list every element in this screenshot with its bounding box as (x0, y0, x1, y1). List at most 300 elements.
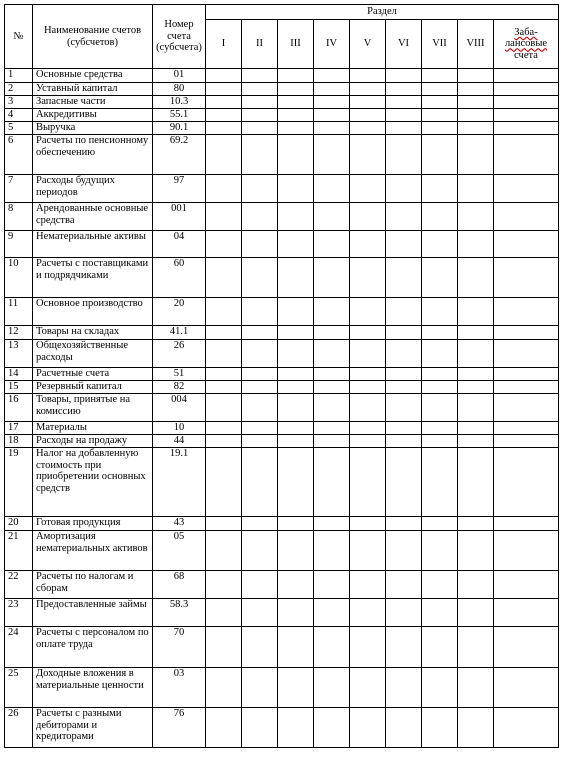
section-cell (314, 448, 350, 517)
account-code: 20 (153, 298, 206, 326)
account-code: 004 (153, 394, 206, 422)
section-cell (494, 517, 559, 531)
account-code: 97 (153, 175, 206, 203)
account-name: Товары, принятые на комиссию (33, 394, 153, 422)
section-cell (422, 326, 458, 340)
section-cell (278, 326, 314, 340)
row-number: 9 (5, 231, 33, 258)
section-cell (350, 627, 386, 668)
account-name: Расходы будущих периодов (33, 175, 153, 203)
account-code: 04 (153, 231, 206, 258)
account-code: 44 (153, 435, 206, 448)
section-cell (278, 175, 314, 203)
section-cell (206, 448, 242, 517)
account-name: Расчеты с поставщиками и подрядчиками (33, 258, 153, 298)
section-cell (206, 69, 242, 83)
account-name: Предоставленные займы (33, 599, 153, 627)
section-cell (386, 668, 422, 708)
section-cell (494, 175, 559, 203)
section-cell (494, 599, 559, 627)
table-row (5, 175, 559, 203)
section-cell (206, 340, 242, 368)
section-cell (206, 258, 242, 298)
section-cell (206, 203, 242, 231)
row-number: 17 (5, 422, 33, 435)
section-cell (242, 340, 278, 368)
table-row (5, 96, 559, 109)
section-cell (386, 258, 422, 298)
account-name: Готовая продукция (33, 517, 153, 531)
section-cell (350, 298, 386, 326)
account-name: Нематериальные активы (33, 231, 153, 258)
account-name: Общехозяйственные расходы (33, 340, 153, 368)
section-cell (314, 340, 350, 368)
section-cell (350, 571, 386, 599)
table-row (5, 531, 559, 571)
section-cell (314, 668, 350, 708)
section-cell (422, 135, 458, 175)
account-code: 41.1 (153, 326, 206, 340)
section-cell (458, 708, 494, 748)
section-cell (422, 708, 458, 748)
table-row (5, 448, 559, 517)
section-cell (386, 203, 422, 231)
table-row (5, 83, 559, 96)
account-name: Материалы (33, 422, 153, 435)
section-cell (458, 517, 494, 531)
table-row (5, 627, 559, 668)
section-cell (386, 394, 422, 422)
row-number: 23 (5, 599, 33, 627)
section-cell (386, 435, 422, 448)
section-cell (458, 96, 494, 109)
section-cell (494, 571, 559, 599)
section-cell (242, 203, 278, 231)
section-cell (242, 571, 278, 599)
section-cell (242, 435, 278, 448)
account-name: Товары на складах (33, 326, 153, 340)
section-cell (206, 135, 242, 175)
row-number: 16 (5, 394, 33, 422)
account-name: Резервный капитал (33, 381, 153, 394)
section-cell (314, 599, 350, 627)
section-cell (314, 517, 350, 531)
section-cell (458, 122, 494, 135)
section-cell (458, 394, 494, 422)
section-cell (458, 422, 494, 435)
section-cell (386, 448, 422, 517)
section-cell (314, 122, 350, 135)
section-cell (206, 422, 242, 435)
section-cell (314, 435, 350, 448)
table-row (5, 517, 559, 531)
section-cell (206, 627, 242, 668)
account-name: Основные средства (33, 69, 153, 83)
account-name: Расчеты по налогам и сборам (33, 571, 153, 599)
table-row (5, 122, 559, 135)
section-cell (278, 381, 314, 394)
section-cell (494, 422, 559, 435)
section-cell (242, 69, 278, 83)
section-cell (386, 517, 422, 531)
account-code: 05 (153, 531, 206, 571)
section-cell (422, 298, 458, 326)
section-cell (458, 668, 494, 708)
section-cell (494, 135, 559, 175)
account-code: 001 (153, 203, 206, 231)
section-cell (206, 231, 242, 258)
section-cell (350, 231, 386, 258)
section-cell (278, 258, 314, 298)
section-cell (242, 109, 278, 122)
section-cell (422, 231, 458, 258)
section-cell (422, 109, 458, 122)
section-cell (278, 668, 314, 708)
section-cell (278, 627, 314, 668)
table-row (5, 381, 559, 394)
section-cell (422, 381, 458, 394)
section-cell (278, 708, 314, 748)
section-cell (458, 599, 494, 627)
section-cell (278, 96, 314, 109)
table-row (5, 231, 559, 258)
section-cell (386, 340, 422, 368)
section-cell (242, 381, 278, 394)
section-cell (350, 394, 386, 422)
section-cell (422, 668, 458, 708)
section-cell (314, 368, 350, 381)
section-cell (422, 83, 458, 96)
section-cell (386, 109, 422, 122)
table-row (5, 435, 559, 448)
section-cell (458, 381, 494, 394)
section-cell (494, 96, 559, 109)
section-cell (278, 394, 314, 422)
table-row (5, 599, 559, 627)
section-cell (386, 599, 422, 627)
account-name: Расчеты по пенсионному обеспечению (33, 135, 153, 175)
row-number: 19 (5, 448, 33, 517)
section-1: I (206, 20, 242, 69)
section-cell (386, 422, 422, 435)
section-cell (494, 258, 559, 298)
table-row (5, 368, 559, 381)
account-code: 51 (153, 368, 206, 381)
section-cell (458, 175, 494, 203)
section-cell (278, 448, 314, 517)
header-section: Раздел (206, 5, 559, 20)
section-cell (350, 135, 386, 175)
section-cell (350, 203, 386, 231)
account-name: Доходные вложения в материальные ценности (33, 668, 153, 708)
section-cell (314, 326, 350, 340)
section-cell (422, 448, 458, 517)
section-cell (422, 96, 458, 109)
table-body (5, 69, 559, 748)
table-row (5, 340, 559, 368)
row-number: 2 (5, 83, 33, 96)
section-cell (494, 298, 559, 326)
row-number: 21 (5, 531, 33, 571)
section-5: V (350, 20, 386, 69)
account-code: 10.3 (153, 96, 206, 109)
section-cell (458, 298, 494, 326)
section-cell (386, 708, 422, 748)
row-number: 8 (5, 203, 33, 231)
header-num: № (5, 5, 33, 69)
section-cell (314, 422, 350, 435)
account-code: 60 (153, 258, 206, 298)
row-number: 15 (5, 381, 33, 394)
section-cell (494, 109, 559, 122)
account-code: 90.1 (153, 122, 206, 135)
section-cell (242, 394, 278, 422)
section-cell (242, 627, 278, 668)
section-cell (278, 422, 314, 435)
section-cell (386, 326, 422, 340)
section-cell (350, 708, 386, 748)
section-cell (206, 668, 242, 708)
section-cell (350, 381, 386, 394)
row-number: 6 (5, 135, 33, 175)
section-cell (350, 122, 386, 135)
section-cell (206, 368, 242, 381)
section-cell (458, 531, 494, 571)
section-cell (242, 122, 278, 135)
section-cell (350, 340, 386, 368)
account-name: Аккредитивы (33, 109, 153, 122)
offbalance-line-2: лансовые (504, 38, 548, 50)
section-cell (314, 627, 350, 668)
account-name: Выручка (33, 122, 153, 135)
section-cell (422, 394, 458, 422)
section-cell (278, 435, 314, 448)
section-cell (494, 83, 559, 96)
section-cell (386, 627, 422, 668)
section-cell (494, 668, 559, 708)
section-cell (314, 231, 350, 258)
section-cell (242, 668, 278, 708)
section-cell (242, 599, 278, 627)
section-cell (422, 122, 458, 135)
section-cell (278, 298, 314, 326)
section-cell (278, 599, 314, 627)
section-cell (350, 517, 386, 531)
section-cell (350, 448, 386, 517)
section-cell (206, 517, 242, 531)
row-number: 26 (5, 708, 33, 748)
section-cell (386, 571, 422, 599)
section-cell (206, 599, 242, 627)
section-cell (350, 435, 386, 448)
row-number: 5 (5, 122, 33, 135)
section-cell (242, 231, 278, 258)
section-cell (206, 326, 242, 340)
account-code: 80 (153, 83, 206, 96)
section-cell (278, 517, 314, 531)
section-cell (458, 231, 494, 258)
section-cell (494, 122, 559, 135)
section-cell (386, 381, 422, 394)
section-cell (458, 109, 494, 122)
row-number: 24 (5, 627, 33, 668)
row-number: 25 (5, 668, 33, 708)
account-code: 69.2 (153, 135, 206, 175)
section-cell (314, 708, 350, 748)
section-cell (314, 381, 350, 394)
section-cell (422, 258, 458, 298)
section-cell (350, 326, 386, 340)
section-cell (278, 340, 314, 368)
section-cell (458, 258, 494, 298)
section-cell (350, 531, 386, 571)
section-cell (350, 422, 386, 435)
section-cell (422, 627, 458, 668)
section-cell (422, 203, 458, 231)
section-8: VIII (458, 20, 494, 69)
section-cell (494, 531, 559, 571)
section-cell (386, 69, 422, 83)
section-cell (494, 627, 559, 668)
section-2: II (242, 20, 278, 69)
section-cell (350, 599, 386, 627)
header-code: Номер счета (субсчета) (153, 5, 206, 69)
table-row (5, 571, 559, 599)
section-cell (314, 135, 350, 175)
account-code: 76 (153, 708, 206, 748)
section-cell (458, 69, 494, 83)
section-cell (278, 231, 314, 258)
section-cell (350, 175, 386, 203)
account-name: Расходы на продажу (33, 435, 153, 448)
section-cell (458, 326, 494, 340)
row-number: 12 (5, 326, 33, 340)
table-row (5, 109, 559, 122)
account-name: Основное производство (33, 298, 153, 326)
section-cell (494, 69, 559, 83)
account-name: Расчетные счета (33, 368, 153, 381)
section-cell (314, 109, 350, 122)
section-4: IV (314, 20, 350, 69)
section-cell (422, 517, 458, 531)
table-row (5, 69, 559, 83)
section-cell (206, 109, 242, 122)
account-name: Запасные части (33, 96, 153, 109)
section-cell (422, 368, 458, 381)
header-name: Наименование счетов (субсчетов) (33, 5, 153, 69)
section-cell (422, 571, 458, 599)
row-number: 4 (5, 109, 33, 122)
account-name: Расчеты с персоналом по оплате труда (33, 627, 153, 668)
section-cell (314, 83, 350, 96)
section-cell (242, 368, 278, 381)
table-row (5, 668, 559, 708)
account-code: 58.3 (153, 599, 206, 627)
account-code: 68 (153, 571, 206, 599)
section-cell (278, 109, 314, 122)
section-cell (278, 122, 314, 135)
section-cell (314, 394, 350, 422)
row-number: 18 (5, 435, 33, 448)
section-cell (422, 175, 458, 203)
section-cell (494, 340, 559, 368)
section-cell (314, 571, 350, 599)
section-cell (458, 340, 494, 368)
section-cell (242, 422, 278, 435)
section-cell (422, 435, 458, 448)
section-cell (242, 135, 278, 175)
section-cell (494, 231, 559, 258)
section-cell (386, 368, 422, 381)
account-code: 82 (153, 381, 206, 394)
row-number: 22 (5, 571, 33, 599)
table-row (5, 326, 559, 340)
section-cell (206, 298, 242, 326)
section-cell (350, 368, 386, 381)
section-cell (206, 708, 242, 748)
row-number: 13 (5, 340, 33, 368)
section-cell (242, 708, 278, 748)
account-code: 01 (153, 69, 206, 83)
section-cell (314, 69, 350, 83)
section-cell (494, 435, 559, 448)
account-code: 70 (153, 627, 206, 668)
section-cell (314, 203, 350, 231)
section-cell (458, 448, 494, 517)
section-cell (314, 531, 350, 571)
section-cell (350, 668, 386, 708)
account-code: 26 (153, 340, 206, 368)
section-cell (422, 422, 458, 435)
row-number: 3 (5, 96, 33, 109)
section-cell (278, 83, 314, 96)
section-cell (386, 298, 422, 326)
section-cell (278, 135, 314, 175)
section-cell (242, 448, 278, 517)
header-offbalance (494, 20, 559, 69)
account-code: 10 (153, 422, 206, 435)
section-cell (350, 109, 386, 122)
section-cell (242, 517, 278, 531)
section-cell (494, 368, 559, 381)
section-cell (386, 135, 422, 175)
account-name: Расчеты с разными дебиторами и кредиторами (33, 708, 153, 748)
table-row (5, 258, 559, 298)
offbalance-line-3: счета (514, 49, 538, 61)
section-cell (386, 96, 422, 109)
row-number: 14 (5, 368, 33, 381)
section-cell (314, 258, 350, 298)
section-3: III (278, 20, 314, 69)
row-number: 20 (5, 517, 33, 531)
table-row (5, 135, 559, 175)
account-name: Арендованные основные средства (33, 203, 153, 231)
section-7: VII (422, 20, 458, 69)
section-cell (314, 175, 350, 203)
section-cell (242, 326, 278, 340)
section-cell (350, 83, 386, 96)
section-cell (422, 531, 458, 571)
section-cell (458, 368, 494, 381)
section-cell (458, 435, 494, 448)
account-name: Амортизация нематериальных активов (33, 531, 153, 571)
offbalance-line-1: Заба- (514, 26, 538, 38)
accounts-table (4, 4, 559, 748)
section-cell (494, 448, 559, 517)
section-cell (242, 258, 278, 298)
account-name: Налог на добавленную стоимость при приобретении основных средств (33, 448, 153, 517)
section-cell (386, 83, 422, 96)
